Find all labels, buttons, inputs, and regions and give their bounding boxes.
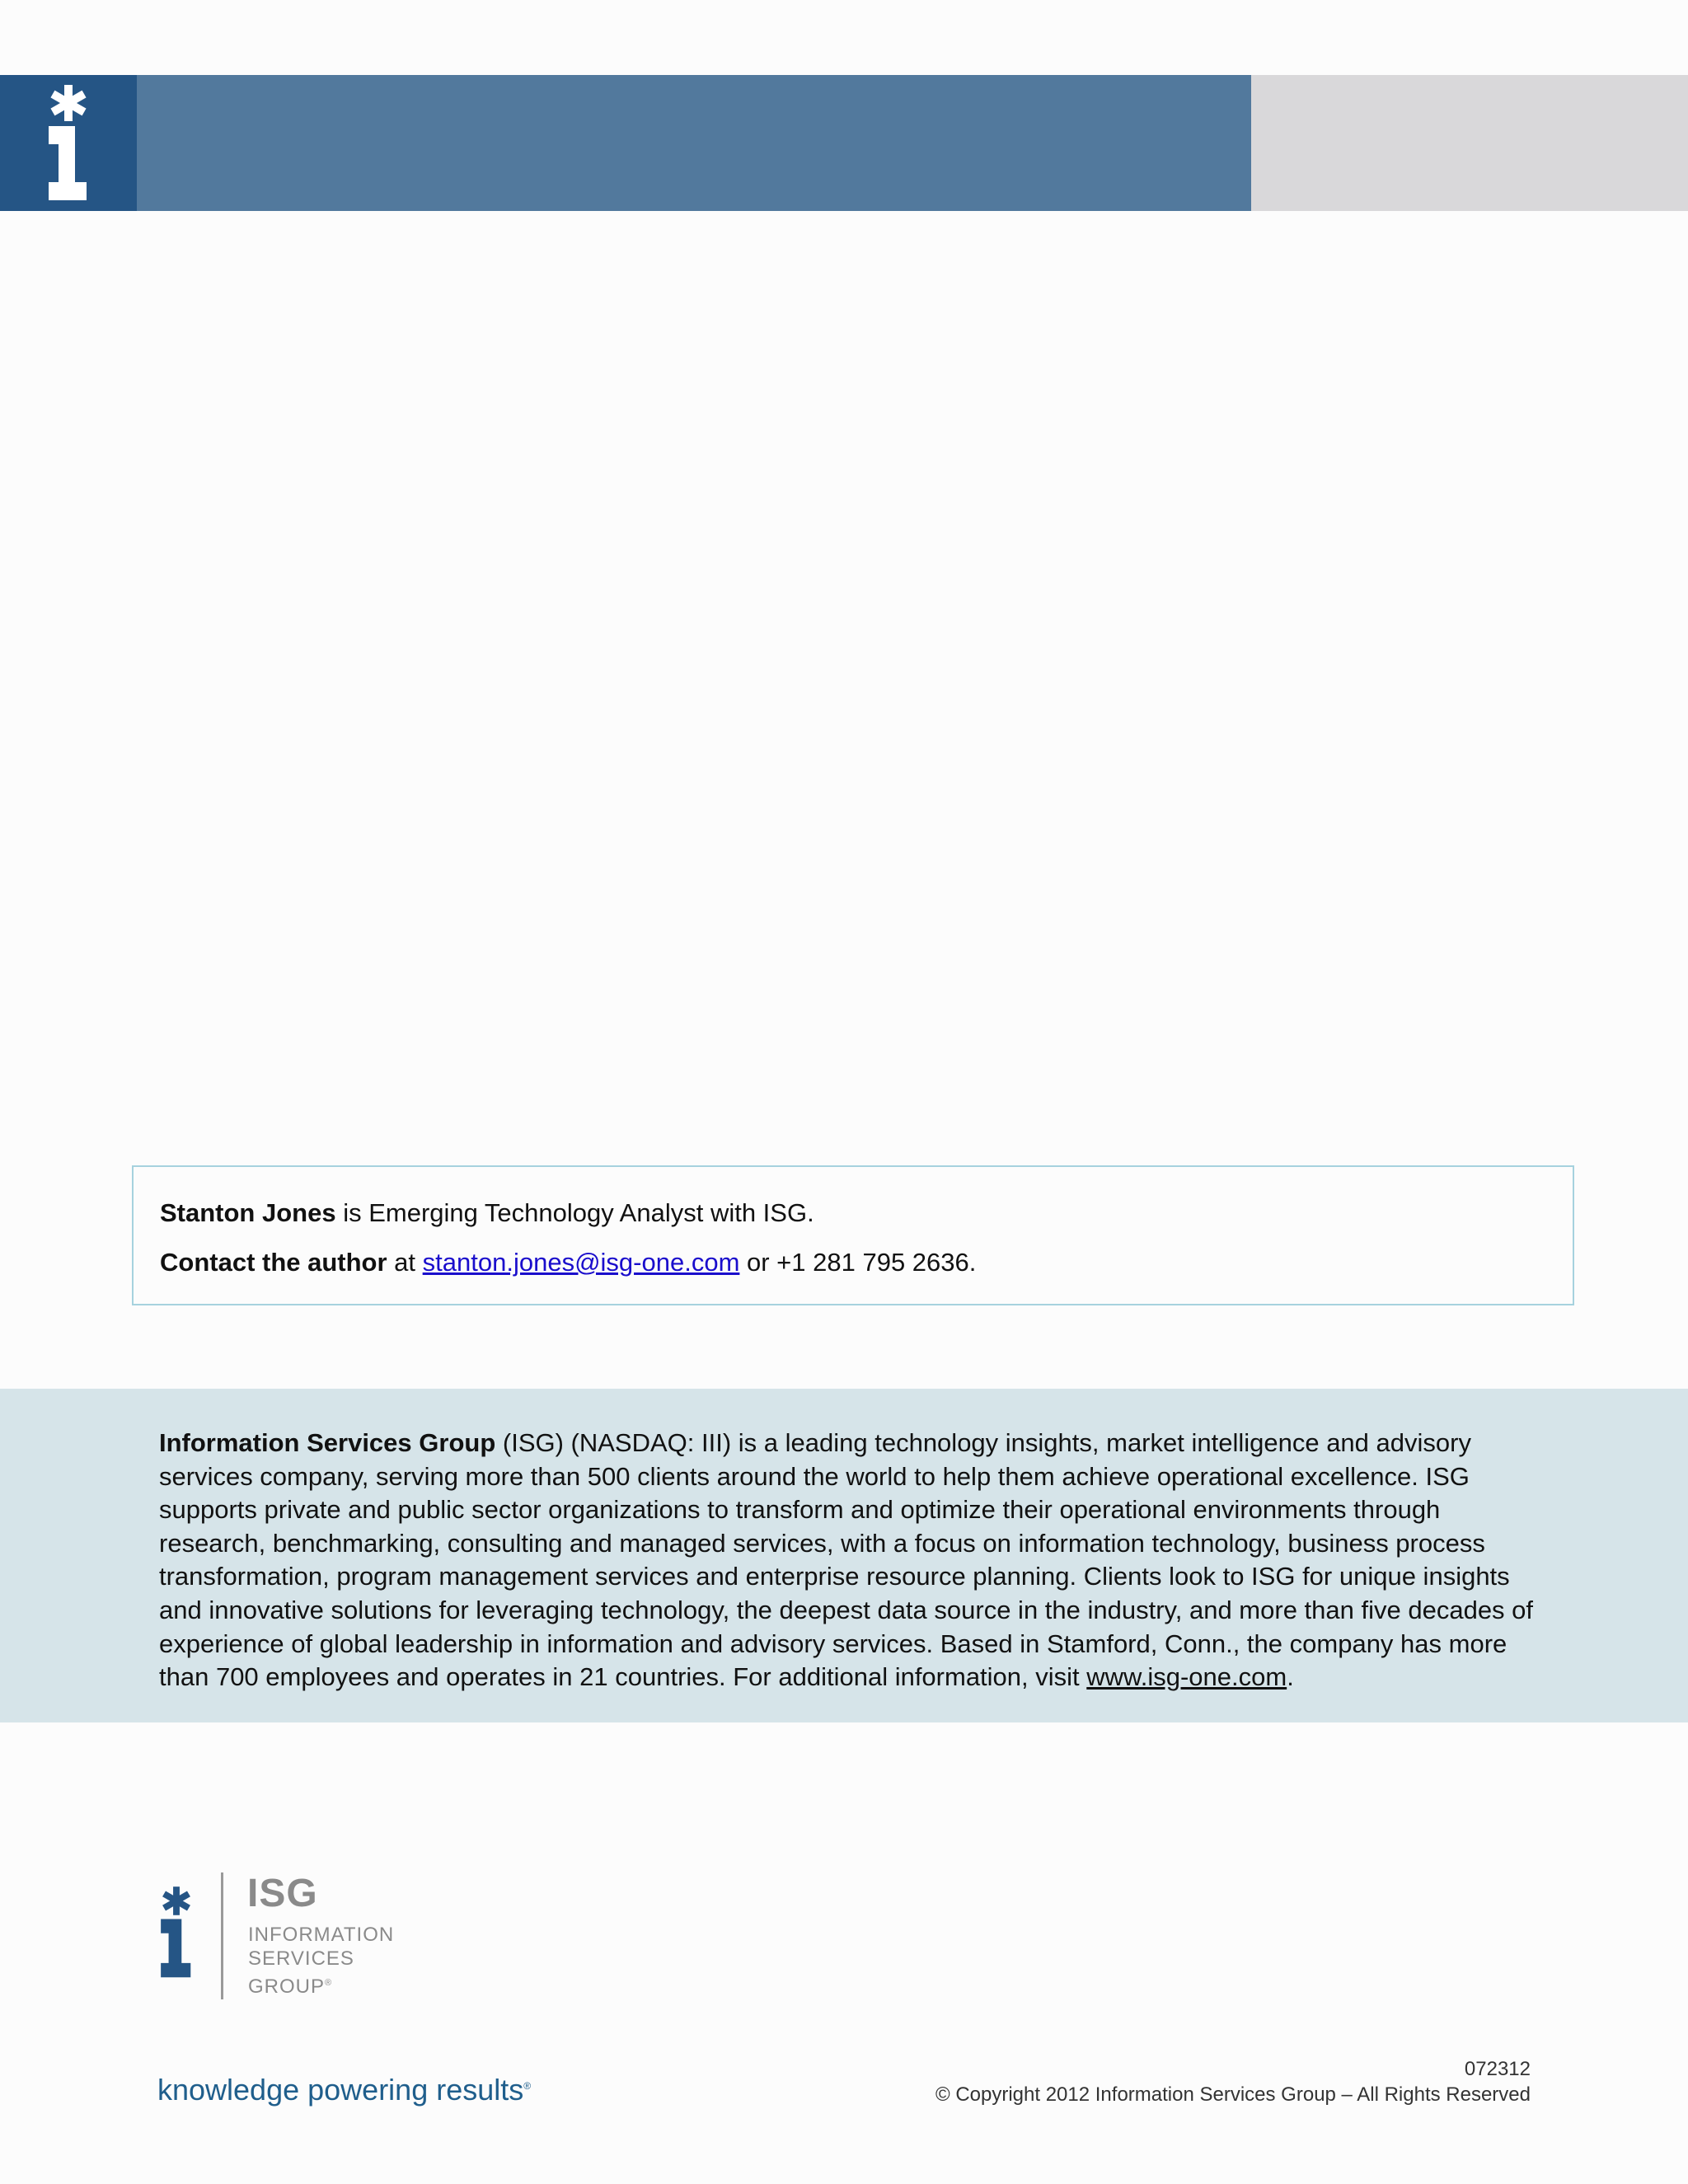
tagline	[157, 2073, 531, 2107]
isg-logo	[158, 1872, 422, 2004]
tagline-registered-mark: ®	[523, 2080, 532, 2092]
about-body: (ISG) (NASDAQ: III) is a leading technology insights, market intelligence and advisory services company, serving more than 500 clients around the world to help them achieve operational excellence. ISG supports private and public sector organizations to transform and optimize their operational environments through research, benchmarking, consulting and managed services, with a focus on information technology, business process transformation, program management services and enterprise resource planning. Clients look to ISG for unique insights and innovative solutions for leveraging technology, the deepest data source in the industry, and more than five decades of experience of global leadership in information and advisory services. Based in Stamford, Conn., the company has more than 700 employees and operates in 21 countries. For additional information, visit	[159, 1428, 1534, 1692]
tagline-text: knowledge powering results	[157, 2073, 524, 2107]
contact-label: Contact the author	[160, 1248, 387, 1277]
contact-at-text: at	[387, 1248, 423, 1277]
about-isg-section	[0, 1389, 1688, 1722]
contact-line	[160, 1246, 976, 1279]
logo-abbreviation: ISG	[247, 1872, 318, 1915]
author-line	[160, 1197, 814, 1230]
header-logo-block	[0, 75, 137, 211]
about-company-name: Information Services Group	[159, 1428, 496, 1457]
logo-divider	[221, 1872, 223, 1999]
about-end: .	[1287, 1662, 1294, 1692]
author-role: is Emerging Technology Analyst with ISG.	[335, 1198, 814, 1227]
copyright-notice: © Copyright 2012 Information Services Group – All Rights Reserved	[935, 2083, 1531, 2106]
asterisk-i-logo-icon	[45, 85, 91, 202]
logo-registered-mark: ®	[325, 1978, 333, 1988]
logo-line-services: SERVICES	[248, 1947, 354, 1970]
website-link[interactable]: www.isg-one.com	[1086, 1662, 1287, 1692]
author-name: Stanton Jones	[160, 1198, 336, 1227]
header-blue-bar	[137, 75, 1251, 211]
about-paragraph	[159, 1427, 1552, 1694]
logo-line-information: INFORMATION	[248, 1924, 395, 1946]
asterisk-i-logo-icon	[158, 1879, 195, 1986]
author-email-link[interactable]: stanton.jones@isg-one.com	[422, 1248, 740, 1277]
logo-group-text: GROUP	[248, 1975, 326, 1998]
header-gray-bar	[1251, 75, 1688, 211]
logo-line-group	[248, 1971, 332, 1999]
author-phone: or +1 281 795 2636.	[739, 1248, 977, 1277]
author-info-box	[132, 1165, 1574, 1305]
document-code: 072312	[1464, 2058, 1531, 2080]
header-banner	[0, 75, 1688, 211]
